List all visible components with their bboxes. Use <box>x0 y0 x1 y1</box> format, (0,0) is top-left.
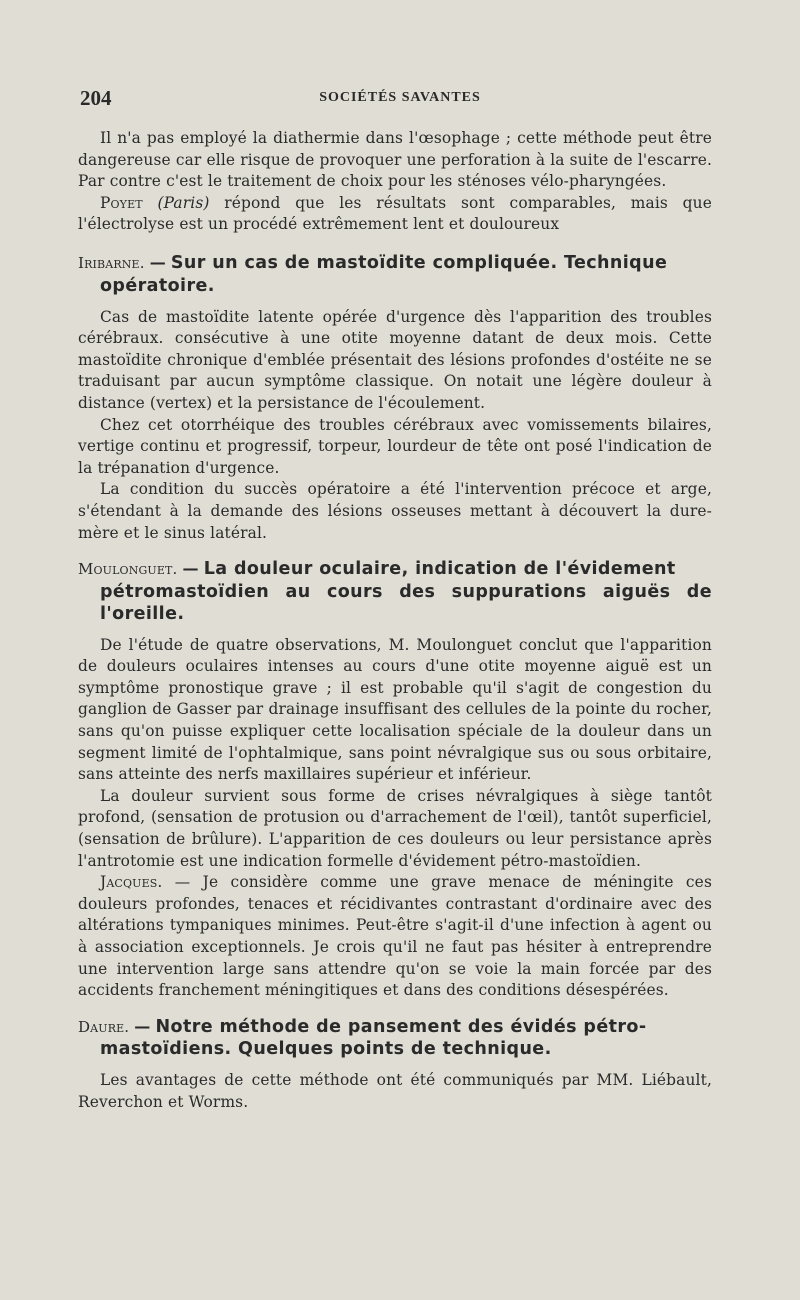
paragraph: La douleur survient sous forme de crises névralgiques à siège tantôt profond, (sensation de protusion ou d'arrachement de l'œil), tantôt superficiel, (sensation de brûlure). L'apparition de ces douleurs ou leur persistance après l'antrotomie est une indication formelle d'évidement pétro-mastoïdien. <box>78 786 712 870</box>
paragraph: La condition du succès opératoire a été l'intervention précoce et arge, s'étendant à la demande des lésions osseuses mettant à découvert la dure-mère et le sinus latéral. <box>78 480 712 542</box>
speaker-dash: — <box>174 873 191 892</box>
speaker-text: Je considère comme une grave menace de méningite ces douleurs profondes, tenaces et récidivantes contrastant d'ordinaire avec des altérations tympaniques minimes. Peut-être s'agit-il d'une infection à agent ou à association exceptionnels. Je crois qu'il ne faut pas hésiter à entreprendre une intervention large sans attendre qu'on se voie la main forcée par des accidents franchement méningitiques et dans des conditions désespérées. <box>78 873 712 1000</box>
section-heading <box>78 252 712 297</box>
paragraph: De l'étude de quatre observations, M. Moulonguet conclut que l'apparition de douleurs oculaires intenses au cours d'une otite moyenne aiguë est un symptôme pronostique grave ; il est probable qu'il s'agit de congestion du ganglion de Gasser par drainage insuffisant des cellules de la pointe du rocher, sans qu'on puisse expliquer cette localisation spéciale de la douleur dans un segment limité de l'ophtalmique, sans point névralgique sus ou sous orbitaire, sans atteinte des nerfs maxillaires supérieur et inférieur. <box>78 635 712 784</box>
heading-title-continued: pétromastoïdien au cours des suppurations aiguës de l'oreille. <box>100 581 712 624</box>
heading-title-continued: mastoïdiens. Quelques points de technique. <box>100 1039 552 1060</box>
paragraph <box>78 193 712 236</box>
running-title: SOCIÉTÉS SAVANTES <box>319 90 481 105</box>
heading-author: Moulonguet. <box>78 560 178 579</box>
page-number: 204 <box>80 86 112 110</box>
speaker-name: Jacques. <box>100 873 163 892</box>
paragraph <box>78 872 712 1002</box>
section-heading <box>78 1016 712 1061</box>
heading-separator: — <box>182 559 199 579</box>
speaker-name: Poyet <box>100 193 143 212</box>
paragraph: Cas de mastoïdite latente opérée d'urgence dès l'apparition des troubles cérébraux. consécutive à une otite moyenne datant de deux mois. Cette mastoïdite chronique d'emblée présentait des lésions profondes d'ostéite ne se traduisant par aucun symptôme classique. On notait une légère douleur à distance (vertex) et la persistance de l'écoulement. <box>78 307 712 412</box>
heading-separator: — <box>134 1016 151 1036</box>
speaker-text: répond que les résultats sont comparables, mais que l'électrolyse est un procédé extrêmement lent et douloureux <box>78 193 712 234</box>
speaker-place: (Paris) <box>157 193 210 212</box>
body-text <box>78 128 712 1114</box>
heading-author: Iribarne. <box>78 253 145 272</box>
paragraph: Chez cet otorrhéique des troubles cérébraux avec vomissements bilaires, vertige continu et progressif, torpeur, lourdeur de tête ont posé l'indication de la trépanation d'urgence. <box>78 415 712 477</box>
page-header <box>80 86 720 112</box>
heading-title: Notre méthode de pansement des évidés pétro- <box>155 1016 647 1037</box>
paragraph: Il n'a pas employé la diathermie dans l'œsophage ; cette méthode peut être dangereuse car elle risque de provoquer une perforation à la suite de l'escarre. Par contre c'est le traitement de choix pour les sténoses vélo-pharyngées. <box>78 129 712 191</box>
paragraph: Les avantages de cette méthode ont été communiqués par MM. Liébault, Reverchon et Worms. <box>78 1071 712 1111</box>
heading-title-continued: opératoire. <box>100 275 215 296</box>
heading-separator: — <box>149 252 166 272</box>
heading-author: Daure. <box>78 1017 130 1036</box>
heading-title: Sur un cas de mastoïdite compliquée. Technique <box>170 252 668 273</box>
heading-title: La douleur oculaire, indication de l'évidement <box>203 559 676 580</box>
section-heading <box>78 558 712 625</box>
